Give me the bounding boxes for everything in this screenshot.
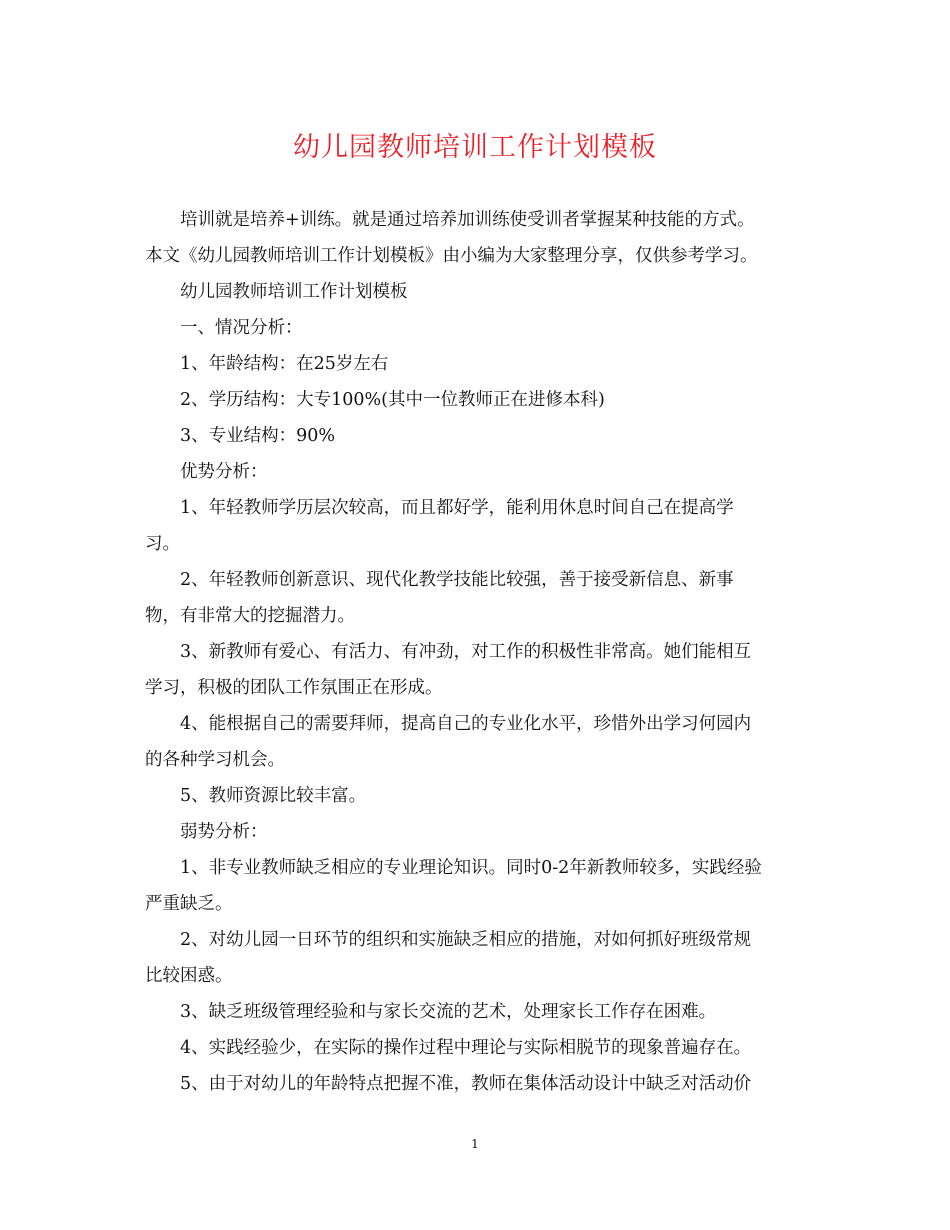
paragraph-line: 一、情况分析： (180, 318, 303, 338)
paragraph-line: 弱势分析： (180, 822, 268, 842)
paragraph-continuation-line: 习。 (145, 534, 180, 554)
paragraph-continuation-line: 严重缺乏。 (145, 894, 233, 914)
paragraph-continuation-line: 物，有非常大的挖掘潜力。 (145, 606, 355, 626)
paragraph-continuation-line: 比较困惑。 (145, 966, 233, 986)
paragraph-line: 3、新教师有爱心、有活力、有冲劲，对工作的积极性非常高。她们能相互 (180, 642, 752, 662)
document-body (145, 202, 810, 1102)
paragraph-continuation-line: 学习，积极的团队工作氛围正在形成。 (145, 678, 443, 698)
document-title: 幼儿园教师培训工作计划模板 (293, 132, 657, 163)
paragraph-line: 幼儿园教师培训工作计划模板 (180, 282, 408, 302)
paragraph-line: 3、专业结构：90% (180, 426, 336, 446)
page-number: 1 (471, 1137, 479, 1151)
paragraph-line: 5、教师资源比较丰富。 (180, 786, 367, 806)
paragraph-line: 培训就是培养+训练。就是通过培养加训练使受训者掌握某种技能的方式。 (180, 210, 755, 230)
paragraph-continuation-line: 本文《幼儿园教师培训工作计划模板》由小编为大家整理分享，仅供参考学习。 (145, 246, 758, 266)
paragraph-line: 3、缺乏班级管理经验和与家长交流的艺术，处理家长工作存在困难。 (180, 1002, 717, 1022)
paragraph-continuation-line: 的各种学习机会。 (145, 750, 285, 770)
paragraph-line: 优势分析： (180, 462, 268, 482)
paragraph-line: 4、能根据自己的需要拜师，提高自己的专业化水平，珍惜外出学习何园内 (180, 714, 752, 734)
paragraph-line: 2、年轻教师创新意识、现代化教学技能比较强，善于接受新信息、新事 (180, 570, 734, 590)
paragraph-line: 2、学历结构：大专100%(其中一位教师正在进修本科) (180, 390, 605, 410)
paragraph-line: 1、年轻教师学历层次较高，而且都好学，能利用休息时间自己在提高学 (180, 498, 734, 518)
paragraph-line: 4、实践经验少，在实际的操作过程中理论与实际相脱节的现象普遍存在。 (180, 1038, 752, 1058)
paragraph-line: 1、年龄结构：在25岁左右 (180, 354, 389, 374)
paragraph-line: 1、非专业教师缺乏相应的专业理论知识。同时0-2年新教师较多，实践经验 (180, 858, 762, 878)
paragraph-line: 2、对幼儿园一日环节的组织和实施缺乏相应的措施，对如何抓好班级常规 (180, 930, 752, 950)
paragraph-line: 5、由于对幼儿的年龄特点把握不准，教师在集体活动设计中缺乏对活动价 (180, 1074, 752, 1094)
